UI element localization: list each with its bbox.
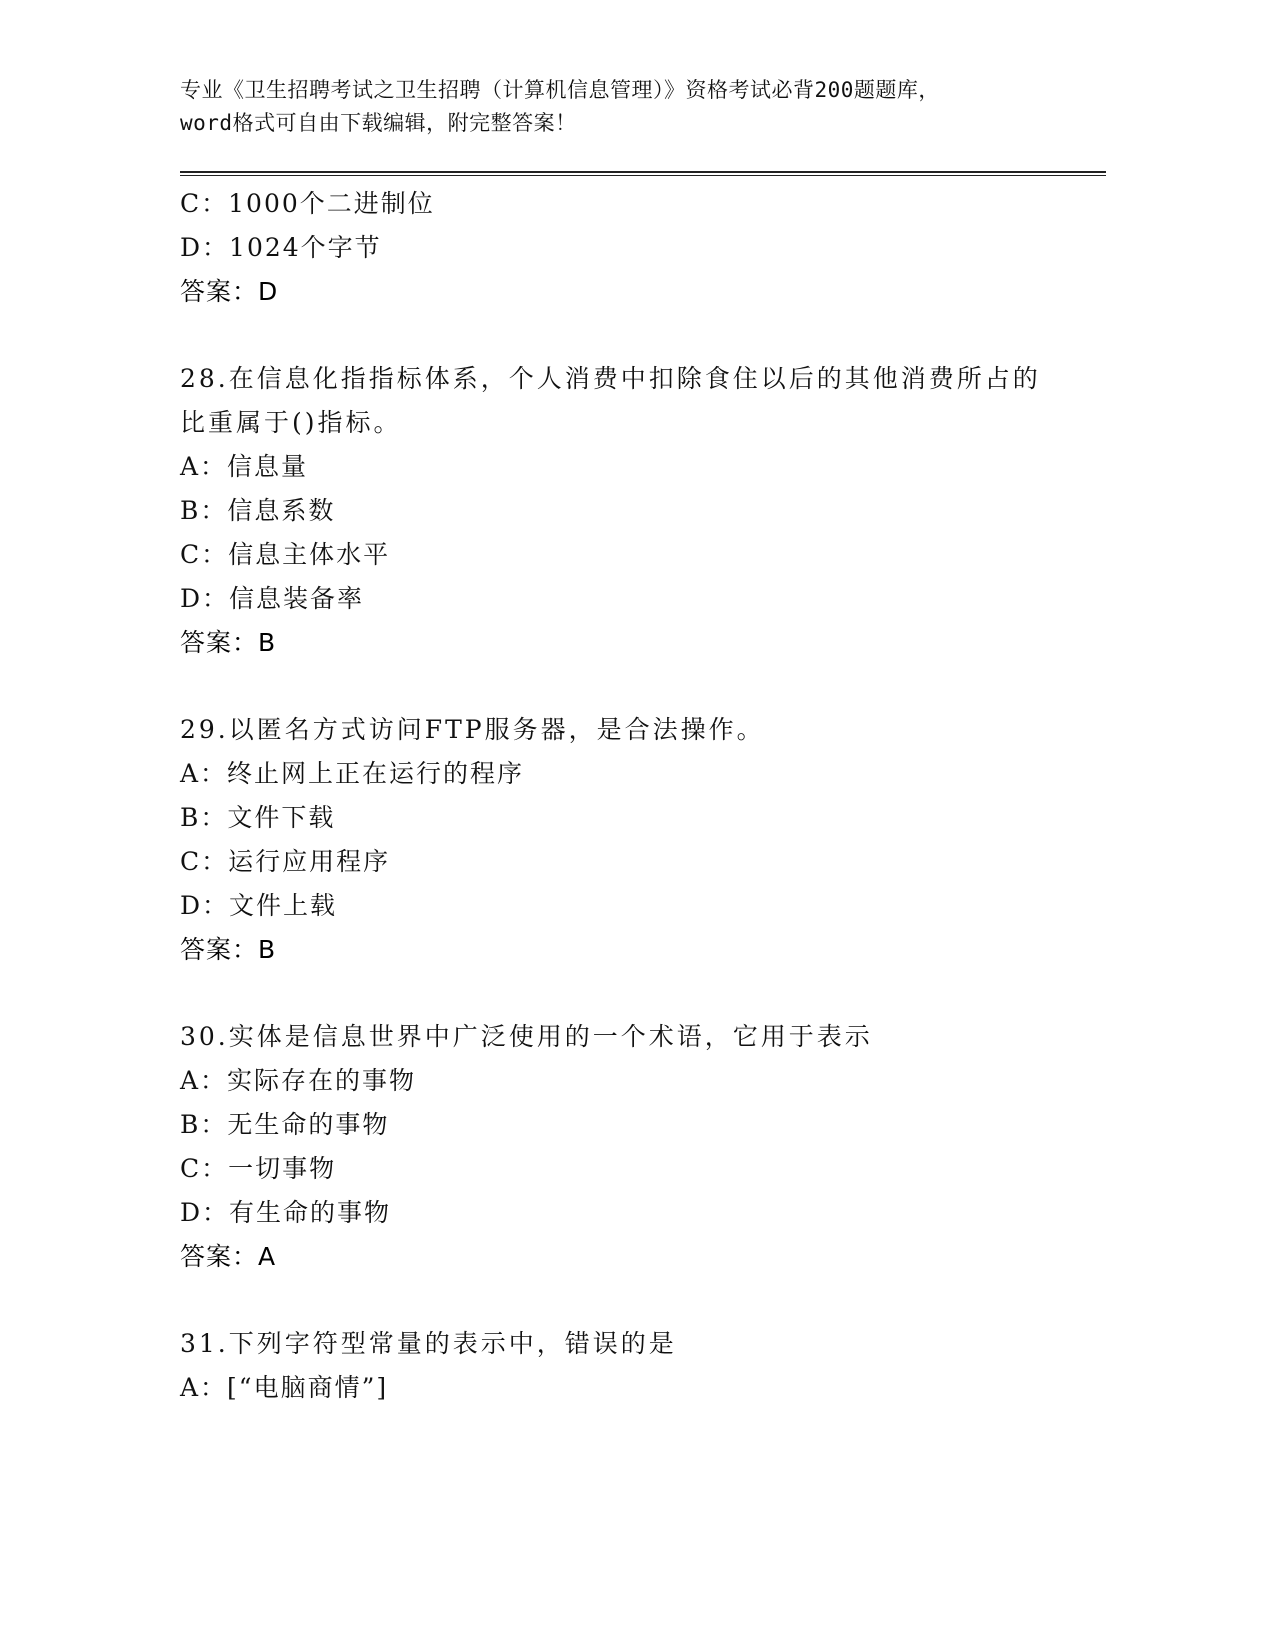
answer-line: 答案：B (180, 935, 277, 964)
option-b: B：无生命的事物 (180, 1110, 390, 1139)
question-stem: 31.下列字符型常量的表示中，错误的是 (180, 1329, 677, 1358)
question-stem: 28.在信息化指指标体系，个人消费中扣除食住以后的其他消费所占的 (180, 364, 1041, 393)
answer-line: 答案：A (180, 1242, 277, 1271)
question-block-28 (180, 357, 1110, 665)
option-b: B：信息系数 (180, 496, 336, 525)
spacer (180, 314, 1110, 357)
option-a: A：信息量 (180, 452, 309, 481)
question-block-29 (180, 708, 1110, 972)
option-d: D：有生命的事物 (180, 1198, 392, 1227)
question-block-27 (180, 182, 1110, 314)
question-block-31 (180, 1322, 1110, 1410)
option-a: A：实际存在的事物 (180, 1066, 417, 1095)
header-title-line-2: word格式可自由下载编辑，附完整答案！ (180, 111, 577, 135)
option-c: C：信息主体水平 (180, 540, 391, 569)
spacer (180, 665, 1110, 708)
header-divider (180, 171, 1106, 176)
document-header (180, 74, 1080, 140)
option-a: A：[“电脑商情”] (180, 1373, 389, 1402)
option-d: D：信息装备率 (180, 584, 365, 613)
spacer (180, 972, 1110, 1015)
spacer (180, 1279, 1110, 1322)
option-d: D：1024个字节 (180, 233, 382, 262)
option-c: C：1000个二进制位 (180, 189, 435, 218)
question-stem: 29.以匿名方式访问FTP服务器，是合法操作。 (180, 715, 765, 744)
option-b: B：文件下载 (180, 803, 336, 832)
option-a: A：终止网上正在运行的程序 (180, 759, 525, 788)
answer-line: 答案：D (180, 277, 279, 306)
option-d: D：文件上载 (180, 891, 338, 920)
option-c: C：一切事物 (180, 1154, 337, 1183)
question-stem-continued: 比重属于()指标。 (180, 408, 402, 437)
question-stem: 30.实体是信息世界中广泛使用的一个术语，它用于表示 (180, 1022, 873, 1051)
option-c: C：运行应用程序 (180, 847, 391, 876)
question-block-30 (180, 1015, 1110, 1279)
answer-line: 答案：B (180, 628, 277, 657)
question-list (180, 182, 1110, 1410)
header-title-line-1: 专业《卫生招聘考试之卫生招聘（计算机信息管理）》资格考试必背200题题库， (180, 78, 940, 102)
